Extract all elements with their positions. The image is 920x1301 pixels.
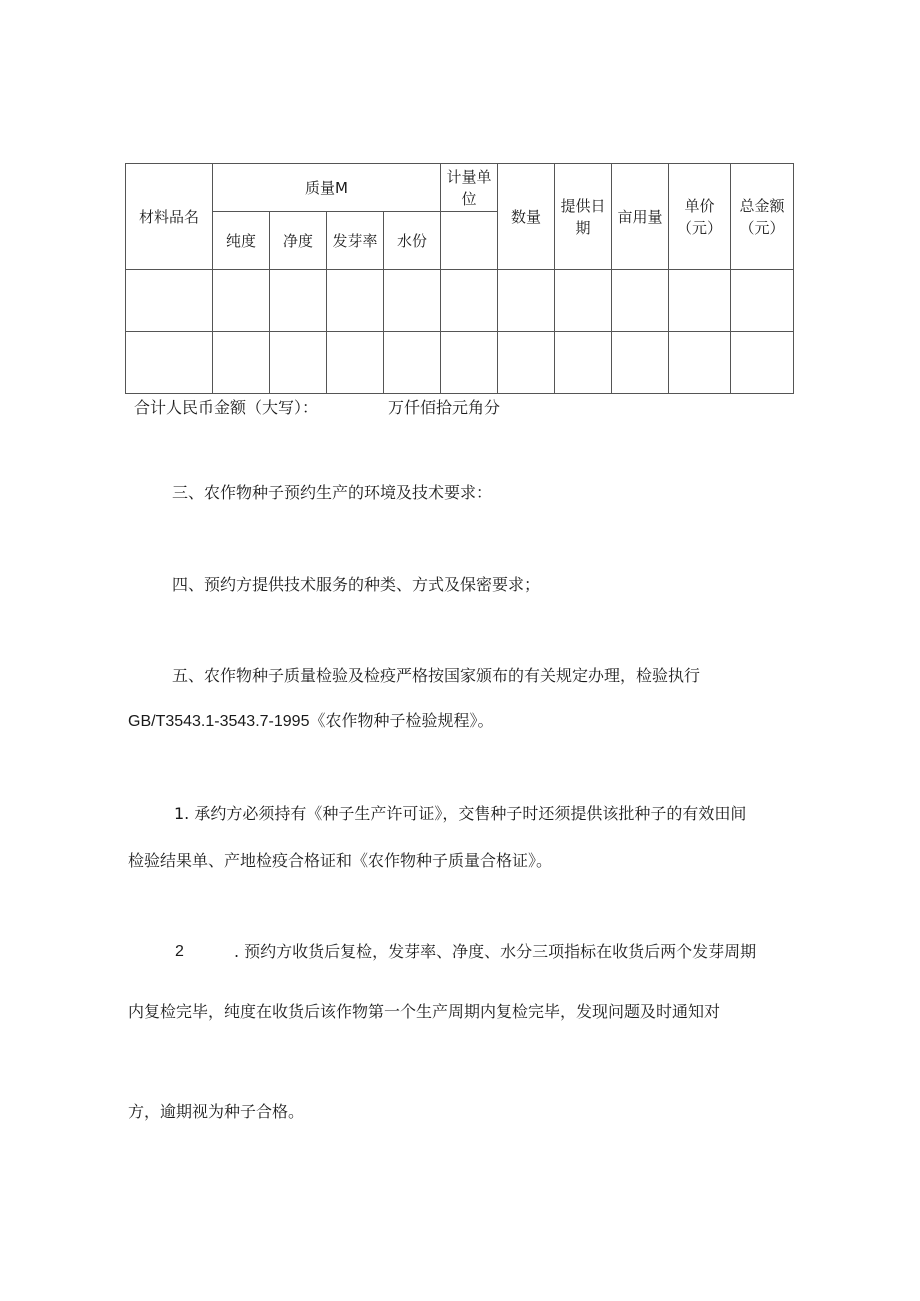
header-per-mu: 亩用量 — [612, 164, 669, 270]
header-quality: 质量M — [213, 164, 441, 212]
table-cell — [669, 270, 731, 332]
table-cell — [731, 270, 794, 332]
item-two-line1: . 预约方收货后复检，发芽率、净度、水分三项指标在收货后两个发芽周期 — [234, 942, 757, 961]
table-cell — [669, 332, 731, 394]
item-one-line2: 检验结果单、产地检疫合格证和《农作物种子质量合格证》。 — [128, 851, 553, 870]
section-three: 三、农作物种子预约生产的环境及技术要求： — [172, 483, 493, 502]
header-total-line2: （元） — [739, 218, 785, 237]
header-moisture: 水份 — [384, 212, 441, 270]
header-purity: 纯度 — [213, 212, 270, 270]
table-cell — [327, 270, 384, 332]
table-cell — [327, 332, 384, 394]
table-cell — [384, 332, 441, 394]
table-row — [126, 332, 794, 394]
table-row — [126, 270, 794, 332]
table-cell — [555, 270, 612, 332]
table-cell — [270, 332, 327, 394]
section-four: 四、预约方提供技术服务的种类、方式及保密要求； — [172, 575, 541, 594]
table-cell — [498, 270, 555, 332]
table-cell — [126, 332, 213, 394]
header-cleanliness: 净度 — [270, 212, 327, 270]
table-cell — [213, 332, 270, 394]
header-unit-line2: 位 — [461, 189, 477, 208]
header-unit — [441, 164, 498, 212]
section-five-line1: 五、农作物种子质量检验及检疫严格按国家颁布的有关规定办理，检验执行 — [172, 666, 701, 685]
item-one-line1: 1. 承约方必须持有《种子生产许可证》，交售种子时还须提供该批种子的有效田间 — [174, 804, 747, 823]
table-cell — [731, 332, 794, 394]
table-cell — [126, 270, 213, 332]
header-quantity: 数量 — [498, 164, 555, 270]
header-germination: 发芽率 — [327, 212, 384, 270]
total-amount-units: 万仟佰拾元角分 — [388, 398, 501, 417]
header-total-line1: 总金额 — [739, 196, 785, 215]
item-two-line3: 方，逾期视为种子合格。 — [128, 1102, 305, 1121]
table-cell — [441, 270, 498, 332]
header-supply-date — [555, 164, 612, 270]
table-cell — [555, 332, 612, 394]
header-unit-line1: 计量单 — [446, 167, 492, 186]
table-cell — [441, 332, 498, 394]
table-cell — [612, 270, 669, 332]
header-total — [731, 164, 794, 270]
header-unit-blank — [441, 212, 498, 270]
header-material-name: 材料品名 — [126, 164, 213, 270]
item-two-number: 2 — [175, 943, 184, 960]
section-five-line2: GB/T3543.1-3543.7-1995《农作物种子检验规程》。 — [128, 713, 494, 730]
table-cell — [498, 332, 555, 394]
header-unit-price-line1: 单价 — [684, 196, 715, 215]
header-unit-price — [669, 164, 731, 270]
item-two-line2: 内复检完毕，纯度在收货后该作物第一个生产周期内复检完毕，发现问题及时通知对 — [128, 1002, 721, 1021]
seed-material-table — [125, 163, 794, 394]
table-cell — [213, 270, 270, 332]
table-cell — [612, 332, 669, 394]
header-unit-price-line2: （元） — [677, 218, 723, 237]
table-cell — [270, 270, 327, 332]
header-supply-date-line2: 期 — [575, 218, 591, 237]
header-supply-date-line1: 提供日 — [560, 196, 606, 215]
total-amount-label: 合计人民币金额（大写）： — [134, 398, 319, 417]
table-cell — [384, 270, 441, 332]
